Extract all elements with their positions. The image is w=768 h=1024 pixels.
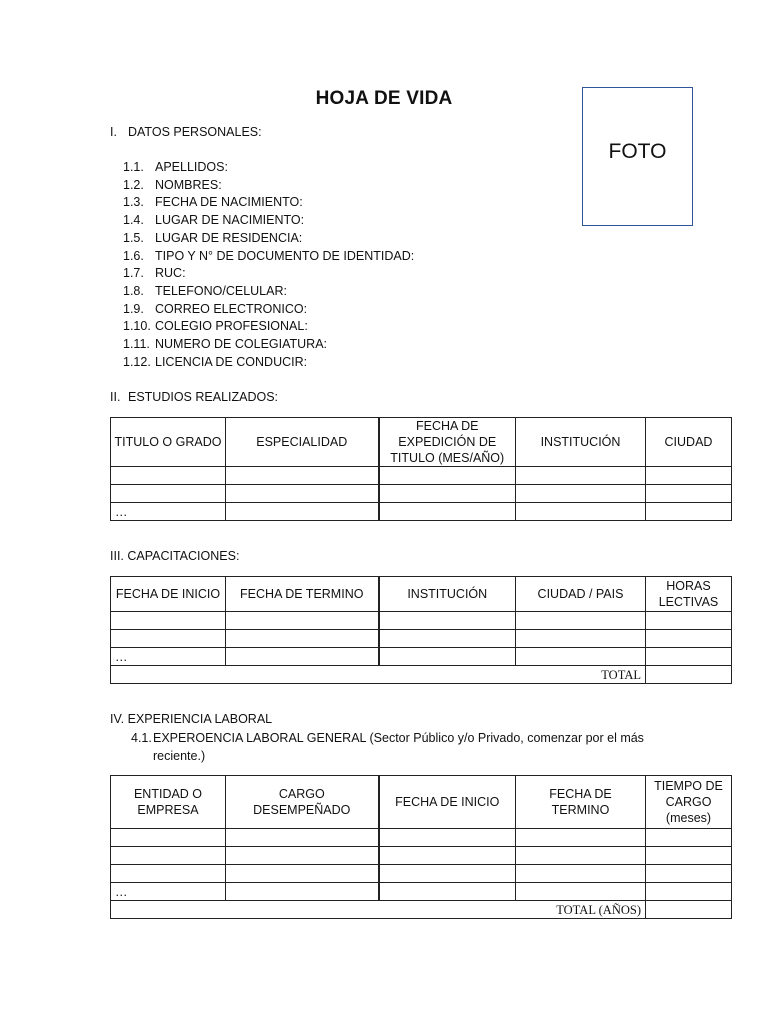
table-header-cell: TITULO O GRADO [111, 418, 226, 467]
table-header-cell: FECHA DE INICIO [111, 577, 226, 612]
ellipsis-cell: … [111, 883, 226, 901]
item-label: TELEFONO/CELULAR: [155, 284, 287, 298]
item-label: TIPO Y N° DE DOCUMENTO DE IDENTIDAD: [155, 249, 415, 263]
total-value-cell [646, 666, 732, 684]
table-row [111, 503, 732, 521]
item-number: 1.9. [123, 302, 144, 316]
table-header-row [111, 577, 732, 612]
item-number: 1.4. [123, 213, 144, 227]
ellipsis-cell: … [111, 648, 226, 666]
table-header-cell: CARGO DESEMPEÑADO [226, 776, 379, 829]
item-label: LICENCIA DE CONDUCIR: [155, 355, 308, 369]
list-item [123, 177, 222, 195]
section-personal-data-heading [110, 125, 262, 139]
table-row [111, 467, 732, 485]
item-label: FECHA DE NACIMIENTO: [155, 195, 303, 209]
list-item [123, 318, 308, 336]
total-label: TOTAL (AÑOS) [111, 901, 646, 919]
item-label: APELLIDOS: [155, 160, 228, 174]
item-label: NOMBRES: [155, 178, 222, 192]
list-item [123, 248, 414, 266]
table-row [111, 829, 732, 847]
list-item [123, 265, 186, 283]
training-table [110, 576, 732, 684]
table-header-cell: ESPECIALIDAD [226, 418, 379, 467]
table-row [111, 883, 732, 901]
item-number: 1.1. [123, 160, 144, 174]
table-header-cell: FECHA DE EXPEDICIÓN DE TITULO (MES/AÑO) [379, 418, 516, 467]
table-row [111, 847, 732, 865]
table-total-row [111, 666, 732, 684]
document-title: HOJA DE VIDA [315, 88, 453, 109]
table-row [111, 648, 732, 666]
list-item [123, 354, 307, 372]
table-row [111, 630, 732, 648]
list-item [123, 212, 304, 230]
table-header-cell: FECHA DE TERMINO [516, 776, 646, 829]
list-item [123, 301, 307, 319]
section-title: ESTUDIOS REALIZADOS: [128, 390, 279, 404]
table-row [111, 865, 732, 883]
table-header-cell: FECHA DE INICIO [379, 776, 516, 829]
list-item [123, 159, 228, 177]
subsection-text: EXPEROENCIA LABORAL GENERAL (Sector Público y/o Privado, comenzar por el más reciente.) [153, 731, 644, 763]
table-header-cell: CIUDAD / PAIS [516, 577, 646, 612]
item-label: COLEGIO PROFESIONAL: [155, 319, 308, 333]
section-training-heading: III. CAPACITACIONES: [110, 549, 240, 563]
item-label: LUGAR DE RESIDENCIA: [155, 231, 303, 245]
item-label: CORREO ELECTRONICO: [155, 302, 308, 316]
total-label: TOTAL [111, 666, 646, 684]
photo-label: FOTO [608, 140, 667, 163]
item-label: NUMERO DE COLEGIATURA: [155, 337, 328, 351]
table-header-cell: ENTIDAD O EMPRESA [111, 776, 226, 829]
table-header-row [111, 418, 732, 467]
section-number: II. [110, 390, 121, 404]
table-header-cell: INSTITUCIÓN [379, 577, 516, 612]
item-number: 1.5. [123, 231, 144, 245]
table-row [111, 485, 732, 503]
item-number: 1.12. [123, 355, 151, 369]
item-number: 1.10. [123, 319, 151, 333]
list-item [123, 230, 302, 248]
item-number: 1.3. [123, 195, 144, 209]
item-number: 1.6. [123, 249, 144, 263]
item-number: 1.2. [123, 178, 144, 192]
section-studies-heading [110, 390, 278, 404]
photo-box [582, 87, 693, 226]
list-item [123, 194, 303, 212]
table-header-cell: FECHA DE TERMINO [226, 577, 379, 612]
table-total-row [111, 901, 732, 919]
list-item [123, 283, 287, 301]
item-number: 1.7. [123, 266, 144, 280]
subsection-general-experience [131, 729, 651, 765]
experience-table [110, 775, 732, 919]
table-row [111, 612, 732, 630]
table-header-row [111, 776, 732, 829]
section-number: I. [110, 125, 117, 139]
item-label: RUC: [155, 266, 186, 280]
item-label: LUGAR DE NACIMIENTO: [155, 213, 305, 227]
subsection-number: 4.1. [131, 731, 152, 745]
table-header-cell: CIUDAD [646, 418, 732, 467]
list-item [123, 336, 327, 354]
ellipsis-cell: … [111, 503, 226, 521]
section-title: DATOS PERSONALES: [128, 125, 262, 139]
section-experience-heading: IV. EXPERIENCIA LABORAL [110, 712, 273, 726]
total-value-cell [646, 901, 732, 919]
item-number: 1.8. [123, 284, 144, 298]
item-number: 1.11. [123, 337, 150, 351]
table-header-cell: TIEMPO DE CARGO (meses) [646, 776, 732, 829]
table-header-cell: HORAS LECTIVAS [646, 577, 732, 612]
studies-table [110, 417, 732, 521]
table-header-cell: INSTITUCIÓN [516, 418, 646, 467]
